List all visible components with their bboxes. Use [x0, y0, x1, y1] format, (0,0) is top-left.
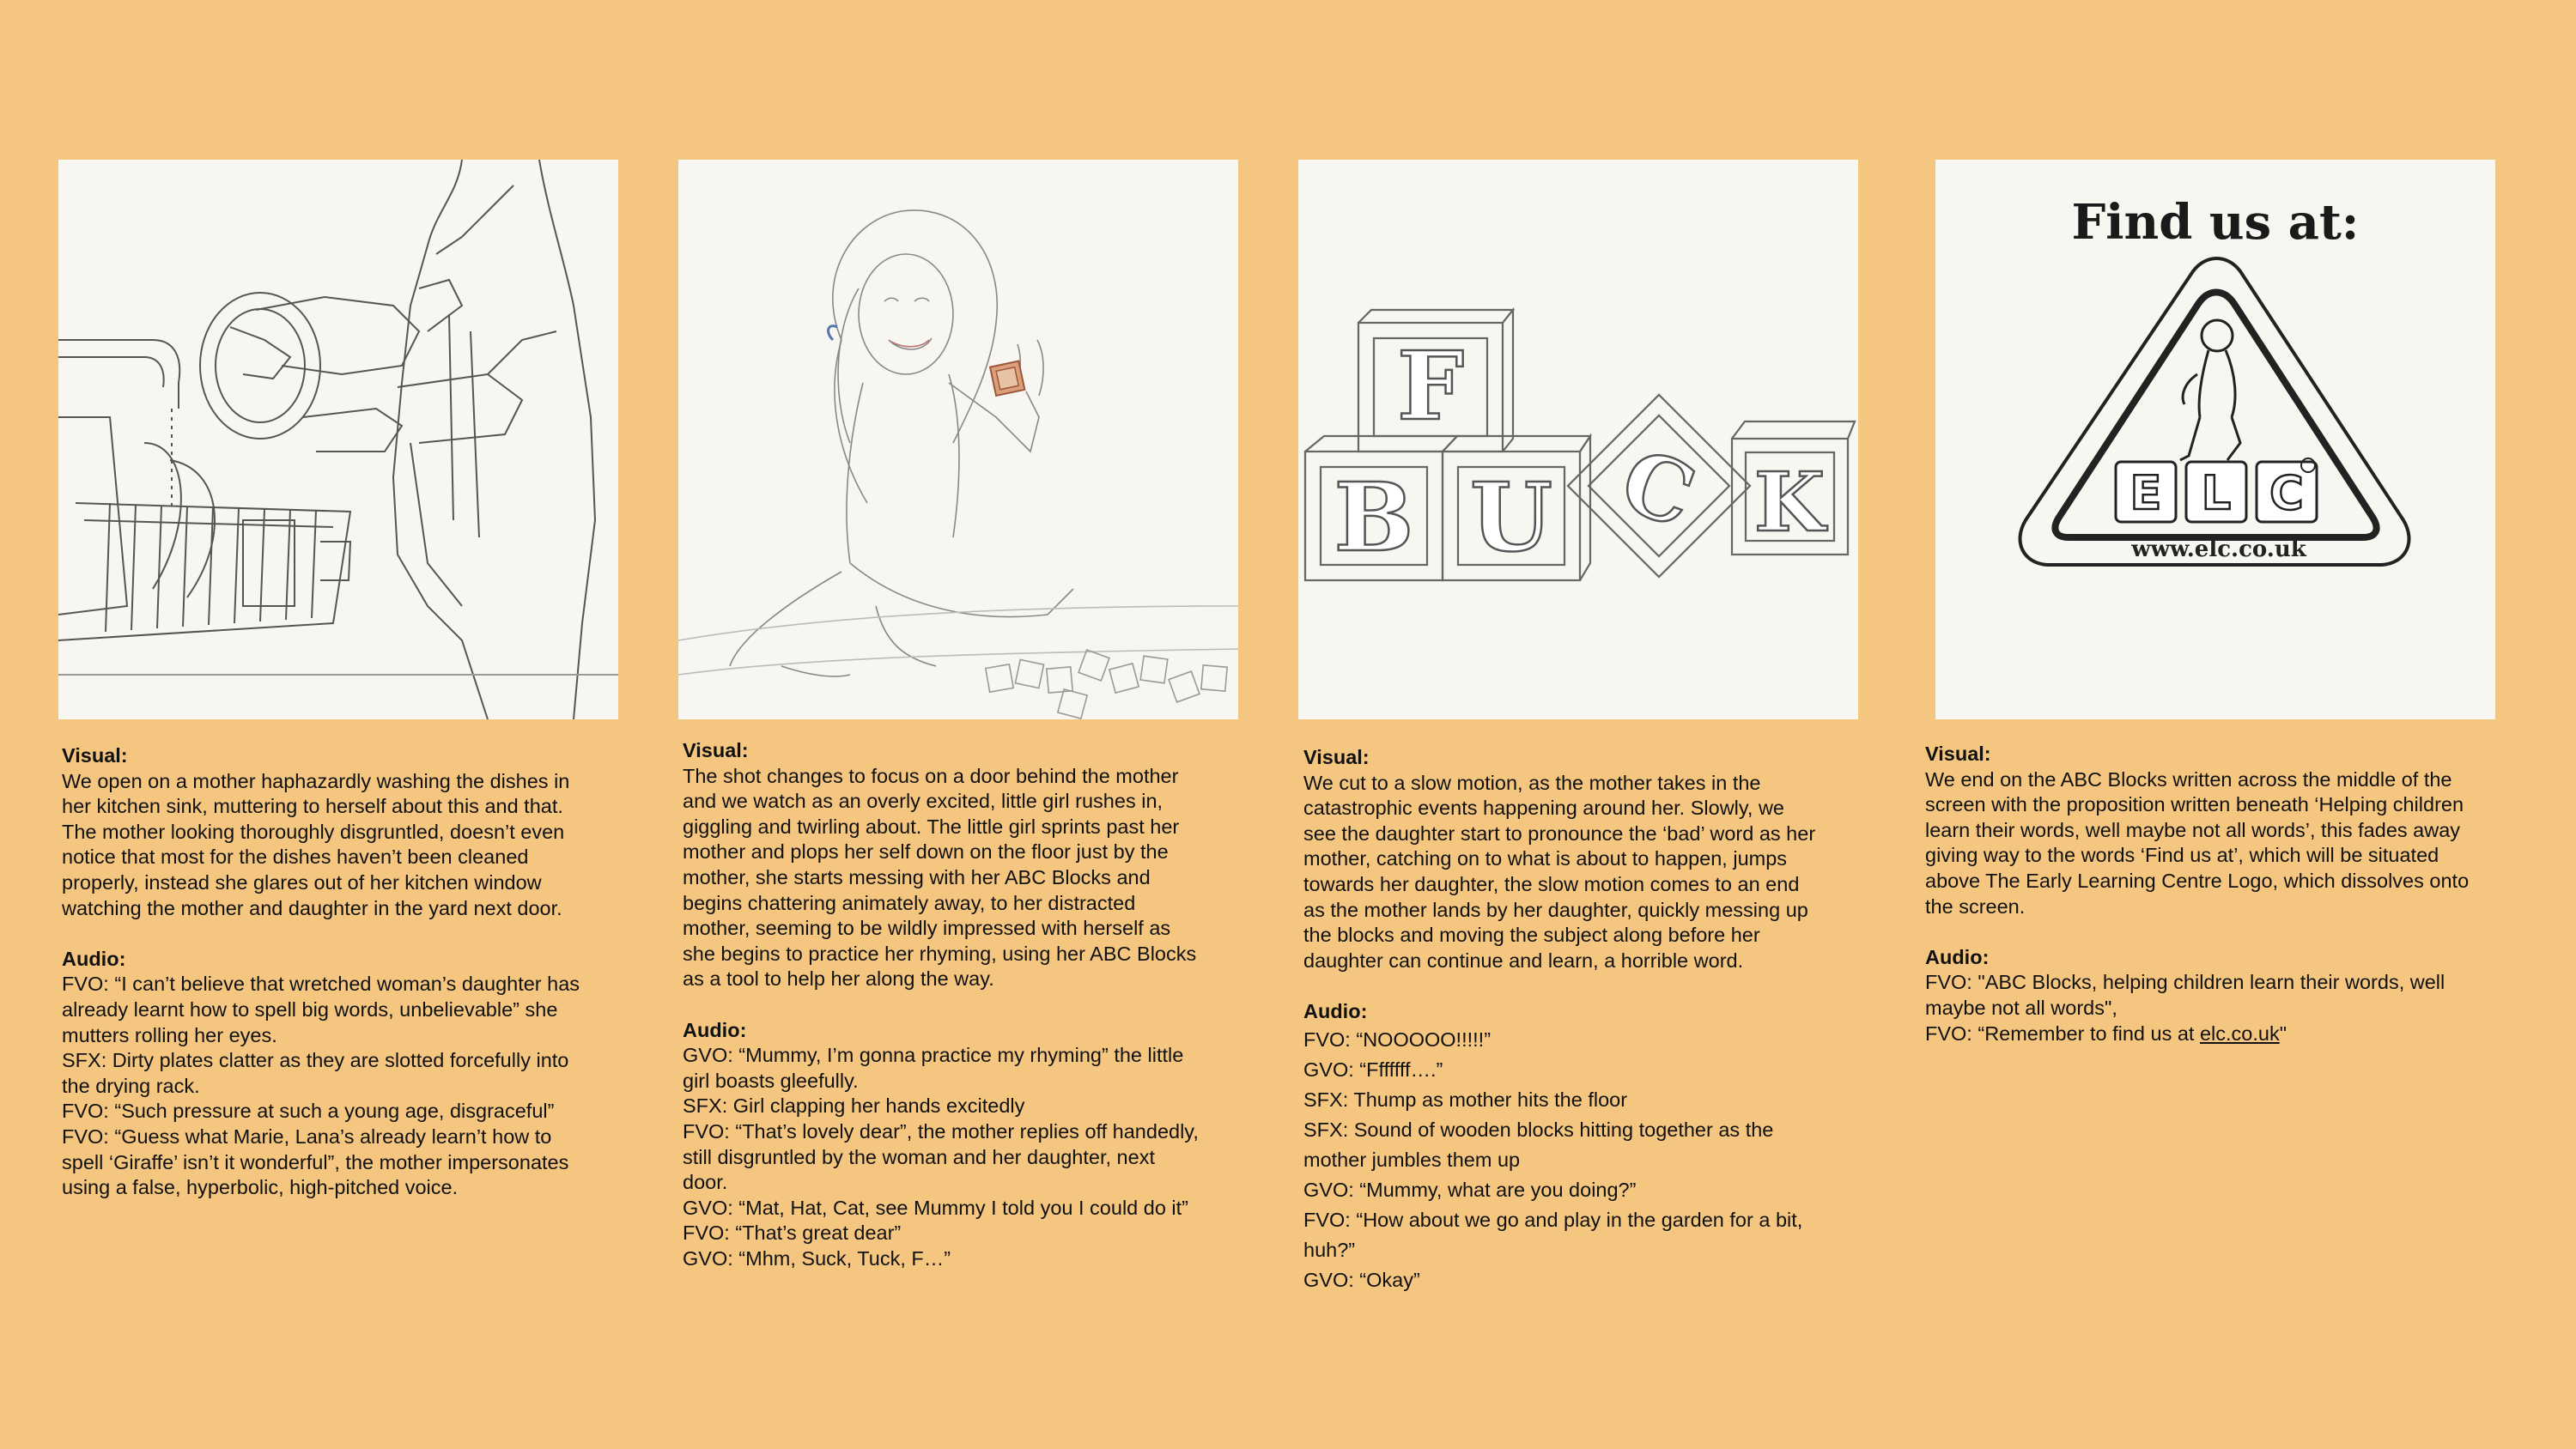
- visual-line: giving way to the words ‘Find us at’, which will be situated: [1925, 844, 2439, 867]
- audio-line: mutters rolling her eyes.: [62, 1023, 277, 1046]
- audio-line: SFX: Thump as mother hits the floor: [1303, 1088, 1628, 1111]
- audio-line: maybe not all words",: [1925, 996, 2117, 1019]
- visual-line: mother and plops her self down on the floor just by the: [683, 840, 1169, 864]
- visual-line: as a tool to help her along the way.: [683, 967, 994, 991]
- audio-line: SFX: Sound of wooden blocks hitting together as the: [1303, 1118, 1774, 1141]
- visual-line: We open on a mother haphazardly washing the dishes in: [62, 769, 570, 792]
- block-letter-f: F: [1396, 330, 1465, 441]
- visual-line: mother, seeming to be wildly impressed with herself as: [683, 917, 1171, 940]
- panel-2-image: [678, 160, 1238, 719]
- visual-line: giggling and twirling about. The little girl sprints past her: [683, 815, 1180, 838]
- audio-line: FVO: “I can’t believe that wretched woman’s daughter has: [62, 973, 580, 996]
- audio-line: door.: [683, 1171, 728, 1194]
- panel-4-text: [1925, 742, 2518, 1046]
- visual-line: daughter can continue and learn, a horrible word.: [1303, 949, 1744, 972]
- visual-line: We cut to a slow motion, as the mother takes in the: [1303, 771, 1761, 794]
- audio-line: FVO: “Guess what Marie, Lana’s already learn’t how to: [62, 1125, 552, 1148]
- block-letter-u: U: [1470, 462, 1552, 573]
- audio-line: GVO: “Mhm, Suck, Tuck, F…”: [683, 1246, 951, 1270]
- visual-line: We end on the ABC Blocks written across the middle of the: [1925, 767, 2452, 791]
- panel-1-text: [62, 743, 654, 1201]
- panel-4-image: [1935, 160, 2495, 719]
- audio-line: FVO: “That’s great dear”: [683, 1222, 902, 1245]
- block-letter-k: K: [1753, 455, 1826, 550]
- audio-last-prefix: FVO: “Remember to find us at: [1925, 1022, 2200, 1045]
- visual-label: Visual:: [683, 739, 749, 761]
- audio-line: using a false, hyperbolic, high-pitched voice.: [62, 1176, 459, 1199]
- audio-line: GVO: “Mummy, what are you doing?”: [1303, 1178, 1637, 1201]
- visual-line: begins chattering animately away, to her distracted: [683, 891, 1136, 914]
- visual-line: the screen.: [1925, 894, 2026, 918]
- audio-line: GVO: “Fffffff….”: [1303, 1058, 1443, 1081]
- elc-link[interactable]: elc.co.uk: [2199, 1022, 2280, 1045]
- panel-3-image: [1298, 160, 1858, 719]
- mother-washing-dishes-illustration: [58, 160, 618, 719]
- visual-line: she begins to practice her rhyming, using her ABC Blocks: [683, 942, 1197, 965]
- visual-line: above The Early Learning Centre Logo, which dissolves onto: [1925, 869, 2470, 892]
- visual-line: screen with the proposition written beneath ‘Helping children: [1925, 793, 2464, 816]
- audio-line-last: [1925, 1022, 2518, 1047]
- visual-line: notice that most for the dishes haven’t been cleaned: [62, 846, 529, 869]
- audio-line: huh?”: [1303, 1238, 1356, 1261]
- visual-line: her kitchen sink, muttering to herself about this and that.: [62, 795, 563, 818]
- audio-line: SFX: Girl clapping her hands excitedly: [683, 1094, 1025, 1118]
- block-letter-b: B: [1334, 462, 1414, 573]
- audio-label: Audio:: [683, 1018, 747, 1041]
- visual-line: The shot changes to focus on a door behind the mother: [683, 764, 1179, 787]
- audio-line: FVO: “NOOOOO!!!!!”: [1303, 1028, 1492, 1051]
- audio-line: GVO: “Okay”: [1303, 1268, 1420, 1291]
- visual-line: catastrophic events happening around her. Slowly, we: [1303, 797, 1784, 820]
- visual-line: see the daughter start to pronounce the ‘bad’ word as her: [1303, 822, 1816, 845]
- find-us-heading: Find us at:: [2071, 194, 2360, 251]
- audio-line: FVO: “That’s lovely dear”, the mother replies off handedly,: [683, 1119, 1199, 1143]
- block-letter-c: C: [1608, 428, 1708, 548]
- logo-letter-l: L: [2201, 466, 2232, 520]
- visual-line: mother, she starts messing with her ABC Blocks and: [683, 865, 1151, 888]
- visual-line: properly, instead she glares out of her kitchen window: [62, 870, 542, 894]
- audio-line: FVO: "ABC Blocks, helping children learn their words, well: [1925, 971, 2445, 994]
- elc-logo: [1935, 160, 2495, 719]
- logo-letter-e: E: [2129, 466, 2162, 520]
- visual-line: watching the mother and daughter in the yard next door.: [62, 896, 562, 919]
- visual-line: as the mother lands by her daughter, quickly messing up: [1303, 898, 1808, 921]
- audio-line: already learnt how to spell big words, unbelievable” she: [62, 997, 558, 1021]
- audio-line: GVO: “Mat, Hat, Cat, see Mummy I told you I could do it”: [683, 1196, 1189, 1219]
- audio-line: FVO: “Such pressure at such a young age, disgraceful”: [62, 1100, 555, 1123]
- visual-label: Visual:: [62, 744, 128, 767]
- visual-line: mother, catching on to what is about to happen, jumps: [1303, 847, 1788, 870]
- audio-label: Audio:: [1303, 999, 1368, 1022]
- visual-line: and we watch as an overly excited, little girl rushes in,: [683, 790, 1163, 813]
- audio-line: spell ‘Giraffe’ isn’t it wonderful”, the mother impersonates: [62, 1150, 569, 1173]
- visual-label: Visual:: [1303, 746, 1370, 768]
- visual-line: the blocks and moving the subject along before her: [1303, 924, 1760, 947]
- visual-line: learn their words, well maybe not all words’, this fades away: [1925, 818, 2461, 841]
- audio-label: Audio:: [1925, 945, 1990, 968]
- audio-line: girl boasts gleefully.: [683, 1069, 859, 1092]
- logo-letter-c: C: [2269, 466, 2304, 520]
- audio-line: GVO: “Mummy, I’m gonna practice my rhyming” the little: [683, 1044, 1184, 1067]
- audio-line: still disgruntled by the woman and her daughter, next: [683, 1145, 1155, 1168]
- audio-line: SFX: Dirty plates clatter as they are slotted forcefully into: [62, 1049, 569, 1072]
- panel-2-text: [683, 738, 1275, 1271]
- audio-label: Audio:: [62, 947, 126, 970]
- audio-line: mother jumbles them up: [1303, 1148, 1521, 1171]
- audio-line: FVO: “How about we go and play in the garden for a bit,: [1303, 1208, 1803, 1231]
- girl-playing-illustration: [678, 160, 1238, 719]
- logo-url: www.elc.co.uk: [2131, 537, 2306, 562]
- visual-line: The mother looking thoroughly disgruntled, doesn’t even: [62, 820, 565, 843]
- visual-line: towards her daughter, the slow motion comes to an end: [1303, 872, 1800, 895]
- panel-1-image: [58, 160, 618, 719]
- visual-label: Visual:: [1925, 743, 1991, 765]
- abc-blocks-illustration: [1298, 160, 1858, 719]
- audio-last-suffix: ": [2279, 1022, 2287, 1045]
- audio-line: the drying rack.: [62, 1074, 200, 1097]
- panel-3-text: [1303, 745, 1896, 1295]
